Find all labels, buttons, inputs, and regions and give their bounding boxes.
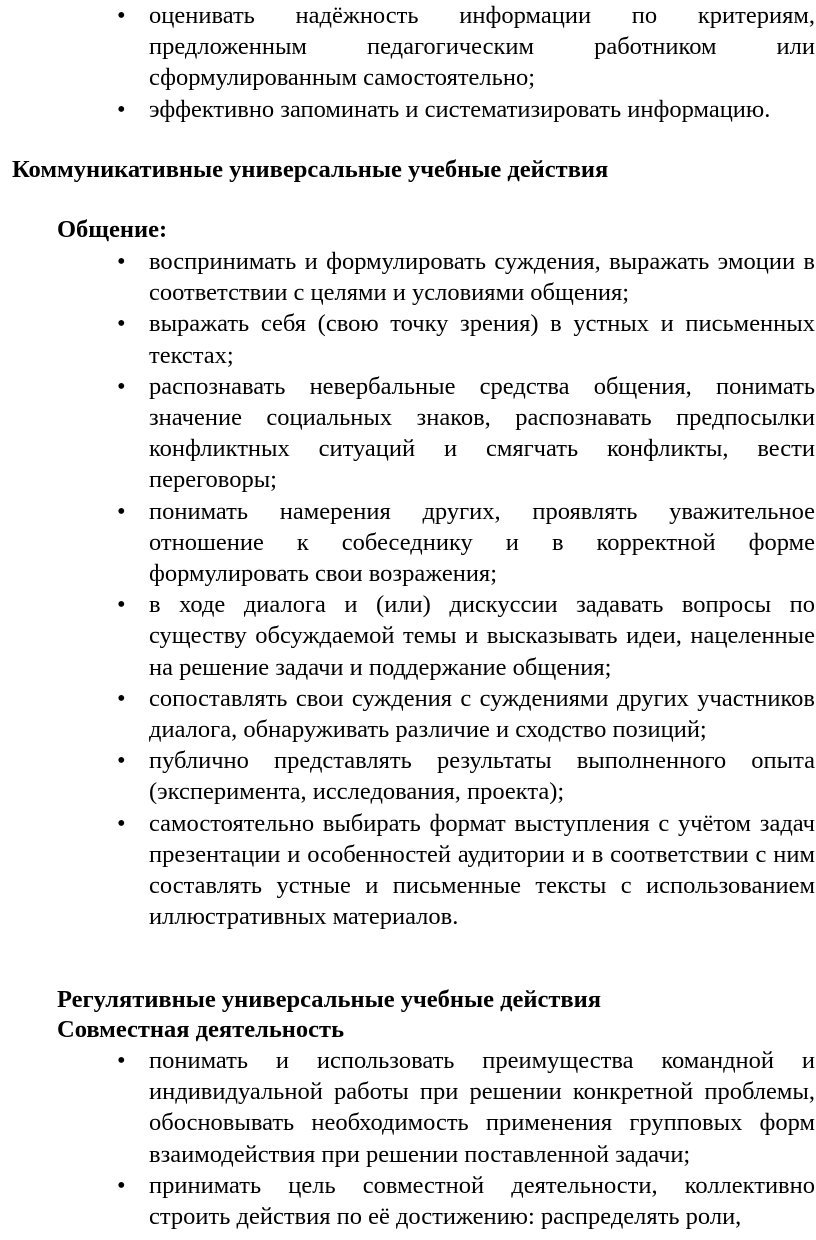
list-item: • принимать цель совместной деятельности, коллективно строить действия по её достижению: распределять роли,: [149, 1170, 815, 1232]
list-item: • сопоставлять свои суждения с суждениями других участников диалога, обнаруживать различие и сходство позиций;: [149, 683, 815, 745]
section-heading-communicative: Коммуникативные универсальные учебные действия: [12, 156, 609, 183]
list-item: • понимать намерения других, проявлять уважительное отношение к собеседнику и в корректной форме формулировать свои возражения;: [149, 496, 815, 590]
list-item: • в ходе диалога и (или) дискуссии задавать вопросы по существу обсуждаемой темы и высказывать идеи, нацеленные на решение задачи и поддержание общения;: [149, 589, 815, 683]
list-item: • распознавать невербальные средства общения, понимать значение социальных знаков, распознавать предпосылки конфликтных ситуаций и смягчать конфликты, вести переговоры;: [149, 371, 815, 496]
joint-activity-bullet-list: [0, 1045, 815, 1232]
list-item: • воспринимать и формулировать суждения, выражать эмоции в соответствии с целями и условиями общения;: [149, 246, 815, 308]
list-item: • эффективно запоминать и систематизировать информацию.: [149, 94, 815, 125]
subheading-communication: Общение:: [57, 216, 168, 243]
section-heading-regulative: Регулятивные универсальные учебные действия: [57, 986, 602, 1013]
subheading-joint-activity: Совместная деятельность: [57, 1016, 345, 1043]
communication-bullet-list: [0, 246, 815, 932]
list-item: • понимать и использовать преимущества командной и индивидуальной работы при решении конкретной проблемы, обосновывать необходимость применения групповых форм взаимодействия при решении поставленной задачи;: [149, 1045, 815, 1170]
list-item: • публично представлять результаты выполненного опыта (эксперимента, исследования, проекта);: [149, 745, 815, 807]
list-item: • самостоятельно выбирать формат выступления с учётом задач презентации и особенностей аудитории и в соответствии с ним составлять устные и письменные тексты с использованием иллюстративных материалов.: [149, 808, 815, 933]
list-item: • оценивать надёжность информации по критериям, предложенным педагогическим работником или сформулированным самостоятельно;: [149, 0, 815, 94]
top-bullet-list: [0, 0, 815, 125]
list-item: • выражать себя (свою точку зрения) в устных и письменных текстах;: [149, 308, 815, 370]
